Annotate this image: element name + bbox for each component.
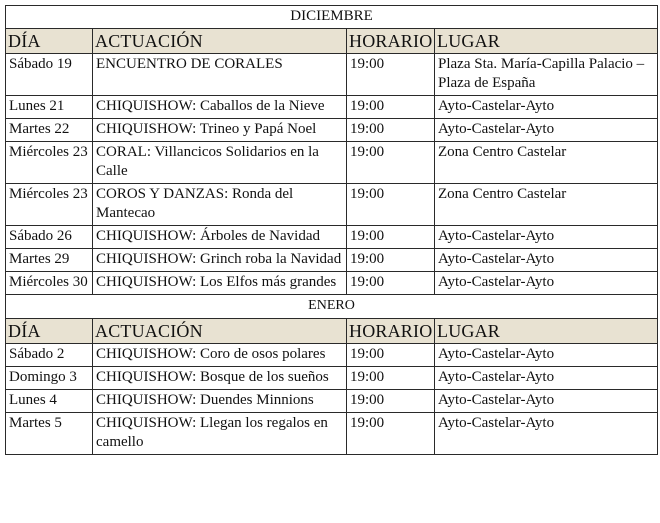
cell-lugar: Ayto-Castelar-Ayto	[435, 390, 658, 413]
cell-lugar: Plaza Sta. María-Capilla Palacio – Plaza de España	[435, 54, 658, 96]
cell-actuacion: CHIQUISHOW: Los Elfos más grandes	[93, 272, 347, 295]
cell-horario: 19:00	[347, 184, 435, 226]
cell-actuacion: CHIQUISHOW: Coro de osos polares	[93, 344, 347, 367]
header-dia: DÍA	[6, 319, 93, 344]
cell-actuacion: CHIQUISHOW: Árboles de Navidad	[93, 226, 347, 249]
table-row	[6, 226, 658, 249]
cell-actuacion: CORAL: Villancicos Solidarios en la Calle	[93, 142, 347, 184]
table-row	[6, 184, 658, 226]
header-horario: HORARIO	[347, 29, 435, 54]
cell-dia: Lunes 21	[6, 96, 93, 119]
header-lugar: LUGAR	[435, 29, 658, 54]
cell-lugar: Ayto-Castelar-Ayto	[435, 344, 658, 367]
cell-lugar: Zona Centro Castelar	[435, 184, 658, 226]
schedule-sheet	[5, 5, 657, 455]
cell-lugar: Ayto-Castelar-Ayto	[435, 119, 658, 142]
cell-horario: 19:00	[347, 96, 435, 119]
cell-lugar: Ayto-Castelar-Ayto	[435, 226, 658, 249]
cell-lugar: Ayto-Castelar-Ayto	[435, 272, 658, 295]
table-row	[6, 272, 658, 295]
cell-actuacion: COROS Y DANZAS: Ronda del Mantecao	[93, 184, 347, 226]
cell-actuacion: CHIQUISHOW: Llegan los regalos en camello	[93, 413, 347, 455]
cell-lugar: Ayto-Castelar-Ayto	[435, 413, 658, 455]
table-row	[6, 344, 658, 367]
cell-lugar: Ayto-Castelar-Ayto	[435, 249, 658, 272]
table-row	[6, 413, 658, 455]
cell-dia: Martes 5	[6, 413, 93, 455]
cell-horario: 19:00	[347, 344, 435, 367]
cell-dia: Martes 22	[6, 119, 93, 142]
table-row	[6, 367, 658, 390]
cell-actuacion: CHIQUISHOW: Caballos de la Nieve	[93, 96, 347, 119]
cell-actuacion: CHIQUISHOW: Grinch roba la Navidad	[93, 249, 347, 272]
cell-horario: 19:00	[347, 272, 435, 295]
header-dia: DÍA	[6, 29, 93, 54]
month-row-enero	[6, 295, 658, 319]
cell-horario: 19:00	[347, 390, 435, 413]
cell-horario: 19:00	[347, 142, 435, 184]
table-row	[6, 249, 658, 272]
cell-horario: 19:00	[347, 226, 435, 249]
cell-lugar: Ayto-Castelar-Ayto	[435, 367, 658, 390]
cell-lugar: Ayto-Castelar-Ayto	[435, 96, 658, 119]
cell-dia: Lunes 4	[6, 390, 93, 413]
cell-horario: 19:00	[347, 249, 435, 272]
table-row	[6, 54, 658, 96]
cell-dia: Miércoles 23	[6, 184, 93, 226]
cell-dia: Sábado 19	[6, 54, 93, 96]
cell-dia: Miércoles 23	[6, 142, 93, 184]
cell-horario: 19:00	[347, 367, 435, 390]
header-actuacion: ACTUACIÓN	[93, 29, 347, 54]
month-row-diciembre	[6, 6, 658, 29]
cell-actuacion: CHIQUISHOW: Duendes Minnions	[93, 390, 347, 413]
month-title: ENERO	[6, 295, 658, 319]
cell-dia: Sábado 2	[6, 344, 93, 367]
header-actuacion: ACTUACIÓN	[93, 319, 347, 344]
table-row	[6, 96, 658, 119]
header-row	[6, 319, 658, 344]
cell-horario: 19:00	[347, 413, 435, 455]
schedule-table	[5, 5, 658, 455]
cell-horario: 19:00	[347, 119, 435, 142]
month-title: DICIEMBRE	[6, 6, 658, 29]
cell-actuacion: CHIQUISHOW: Trineo y Papá Noel	[93, 119, 347, 142]
cell-horario: 19:00	[347, 54, 435, 96]
cell-lugar: Zona Centro Castelar	[435, 142, 658, 184]
cell-actuacion: CHIQUISHOW: Bosque de los sueños	[93, 367, 347, 390]
header-row	[6, 29, 658, 54]
table-row	[6, 390, 658, 413]
cell-dia: Martes 29	[6, 249, 93, 272]
table-row	[6, 119, 658, 142]
cell-dia: Miércoles 30	[6, 272, 93, 295]
header-lugar: LUGAR	[435, 319, 658, 344]
cell-dia: Domingo 3	[6, 367, 93, 390]
cell-dia: Sábado 26	[6, 226, 93, 249]
cell-actuacion: ENCUENTRO DE CORALES	[93, 54, 347, 96]
header-horario: HORARIO	[347, 319, 435, 344]
table-row	[6, 142, 658, 184]
